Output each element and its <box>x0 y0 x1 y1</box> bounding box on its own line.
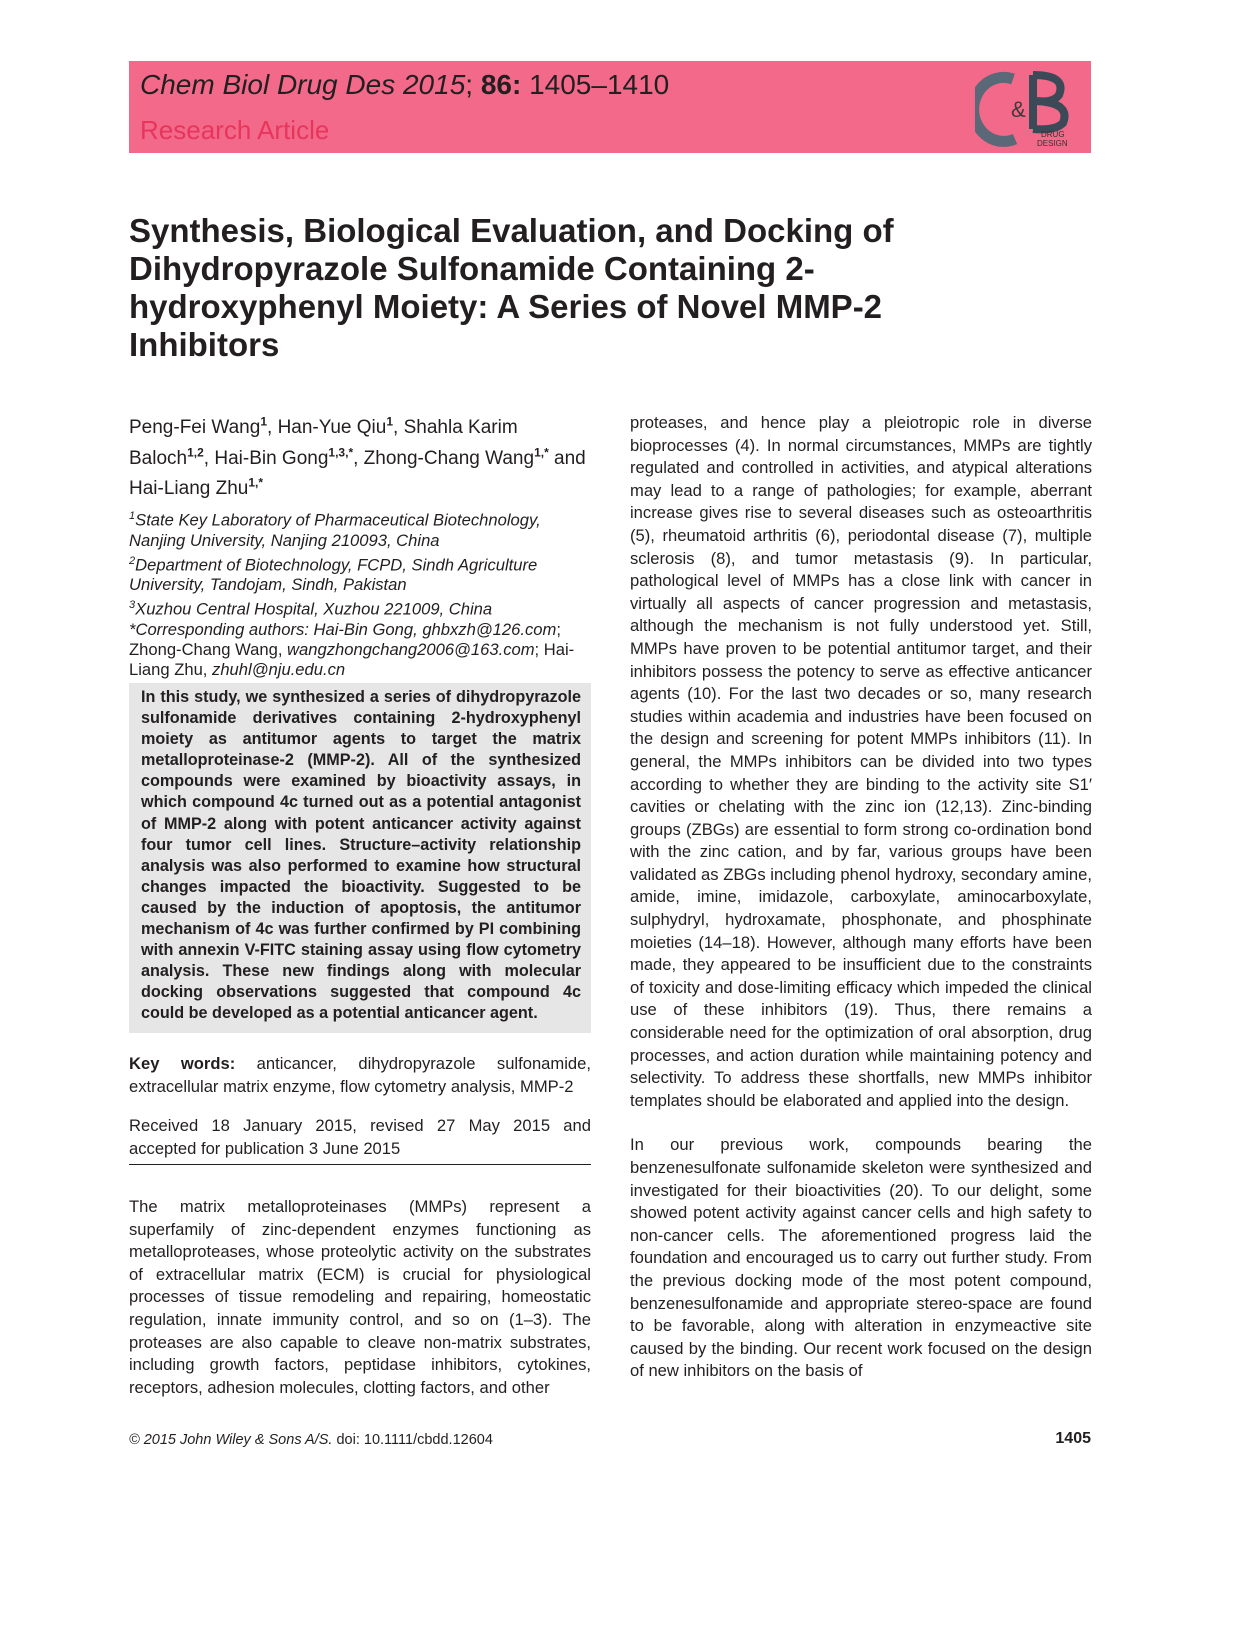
separator: ; <box>465 69 474 100</box>
volume: 86: <box>480 69 522 100</box>
page-range: 1405–1410 <box>529 69 670 100</box>
affiliation: $^2$Department of Biotechnology, FCPD, Sindh Agriculture University, Tandojam, Sindh, Pakistan <box>129 554 538 595</box>
keywords-label: Key words: <box>129 1054 236 1073</box>
abstract: In this study, we synthesized a series of dihydropyrazole sulfonamide derivatives containing 2-hydroxyphenyl moiety as antitumor agents to target the matrix metalloproteinase-2 (MMP-2). All of the synthesized compounds were examined by bioactivity assays, in which compound 4c turned out as a potential antagonist of MMP-2 along with potent anticancer activity against four tumor cell lines. Structure–activity relationship analysis was also performed to examine how structural changes impacted the bioactivity. Suggested to be caused by the induction of apoptosis, the antitumor mechanism of 4c was further confirmed by PI combining with annexin V-FITC staining assay using flow cytometry analysis. These new findings along with molecular docking observations suggested that compound 4c could be developed as a potential anticancer agent. <box>129 683 591 1033</box>
keywords-text: anticancer, dihydropyrazole sulfonamide, extracellular matrix enzyme, flow cytometry analysis, MMP-2 <box>129 1054 591 1096</box>
journal-logo <box>975 67 1083 149</box>
author: Hai-Bin Gong$^{1,3,*}$, <box>214 445 364 469</box>
author: Zhong-Chang Wang$^{1,*}$ and <box>363 445 586 469</box>
correspondence: *Corresponding authors: Hai-Bin Gong, ghbxzh@126.com; Zhong-Chang Wang, wangzhongchang2006@163.com; Hai-Liang Zhu, zhuhl@nju.edu.cn <box>129 619 575 679</box>
author: Peng-Fei Wang$^1$, <box>129 415 278 439</box>
journal-banner <box>129 61 1091 153</box>
doi[interactable]: doi: 10.1111/cbdd.12604 <box>332 1432 493 1448</box>
article-type: Research Article <box>140 115 330 145</box>
journal-name: Chem Biol Drug Des 2015 <box>140 69 466 100</box>
svg-text:DRUG: DRUG <box>1041 130 1065 139</box>
divider <box>129 1164 591 1165</box>
svg-text:DESIGN: DESIGN <box>1037 139 1068 148</box>
author: Shahla Karim Baloch$^{1,2}$, <box>129 417 518 469</box>
email-link[interactable]: ghbxzh@126.com <box>422 619 557 639</box>
affiliation: $^3$Xuzhou Central Hospital, Xuzhou 221009, China <box>129 599 493 619</box>
right-column <box>630 412 1092 1383</box>
author-list <box>129 410 591 501</box>
affiliation: $^1$State Key Laboratory of Pharmaceutical Biotechnology, Nanjing University, Nanjing 210093, China <box>129 510 541 550</box>
email-link[interactable]: wangzhongchang2006@163.com <box>287 639 535 659</box>
email-link[interactable]: zhuhl@nju.edu.cn <box>212 659 346 679</box>
body-paragraph: proteases, and hence play a pleiotropic role in diverse bioprocesses (4). In normal circumstances, MMPs are tightly regulated and controlled in activities, and atypical alterations may lead to a range of pathologies; for example, aberrant increase gives rise to several diseases such as osteoarthritis (5), rheumatoid arthritis (6), periodontal disease (7), multiple sclerosis (8), and tumor metastasis (9). In particular, pathological level of MMPs has a close link with cancer in virtually all aspects of cancer progression and metastasis, although the mechanism is not fully understood yet. Still, MMPs have proven to be potential antitumor target, and their inhibitors possess the potency to serve as effective anticancer agents (10). For the last two decades or so, many research studies within academia and industries have been focused on the design and screening for potent MMPs inhibitors (11). In general, the MMPs inhibitors can be divided into two types according to whether they are binding to the activity site S1′ cavities or chelating with the zinc ion (12,13). Zinc-binding groups (ZBGs) are essential to form strong co-ordination bond with the zinc cation, and by far, various groups have been validated as ZBGs including phenol hydroxy, secondary amine, amide, imine, imidazole, carboxylate, aminocarboxylate, sulphydryl, hydroxamate, phosphonate, and phosphinate moieties (14–18). However, although many efforts have been made, they appeared to be insufficient due to the constraints of toxicity and dose-limiting efficacy which impeded the clinical use of these inhibitors (19). Thus, there remains a considerable need for the optimization of oral absorption, drug processes, and action duration while maintaining potency and selectivity. To address these shortfalls, new MMPs inhibitor templates should be elaborated and applied into the design. <box>630 413 1092 1110</box>
intro-paragraph: The matrix metalloproteinases (MMPs) represent a superfamily of zinc-dependent enzymes functioning as metalloproteases, whose proteolytic activity on the substrates of extracellular matrix (ECM) is crucial for physiological processes of tissue remodeling and repairing, homeostatic regulation, innate immunity control, and so on (1–3). The proteases are also capable to cleave non-matrix substrates, including growth factors, peptidase inhibitors, cytokines, receptors, adhesion molecules, clotting factors, and other <box>129 1197 591 1397</box>
author: Hai-Liang Zhu$^{1,*}$ <box>129 475 264 499</box>
svg-text:&: & <box>1011 97 1026 122</box>
article-title: Synthesis, Biological Evaluation, and Docking of Dihydropyrazole Sulfonamide Containing 2-hydroxyphenyl Moiety: A Series of Novel MMP-2 Inhibitors <box>129 212 894 363</box>
page-number: 1405 <box>1055 1430 1091 1447</box>
author: Han-Yue Qiu$^1$, <box>277 415 404 439</box>
body-paragraph: In our previous work, compounds bearing the benzenesulfonate sulfonamide skeleton were synthesized and investigated for their bioactivities (20). To our delight, some showed potent activity against cancer cells and high safety to non-cancer cells. The aforementioned progress laid the foundation and encouraged us to carry out further study. From the previous docking mode of the most potent compound, benzenesulfonamide and appropriate stereo-space are found to be favorable, along with alteration in enzymeactive site caused by the binding. Our recent work focused on the design of new inhibitors on the basis of <box>630 1135 1092 1381</box>
copyright: © 2015 John Wiley & Sons A/S. <box>129 1432 333 1448</box>
keywords <box>129 1053 591 1098</box>
received-dates: Received 18 January 2015, revised 27 May 2015 and accepted for publication 3 June 2015 <box>129 1116 591 1158</box>
affiliations <box>129 506 591 680</box>
journal-citation <box>140 69 669 101</box>
page-footer <box>129 1432 1091 1448</box>
